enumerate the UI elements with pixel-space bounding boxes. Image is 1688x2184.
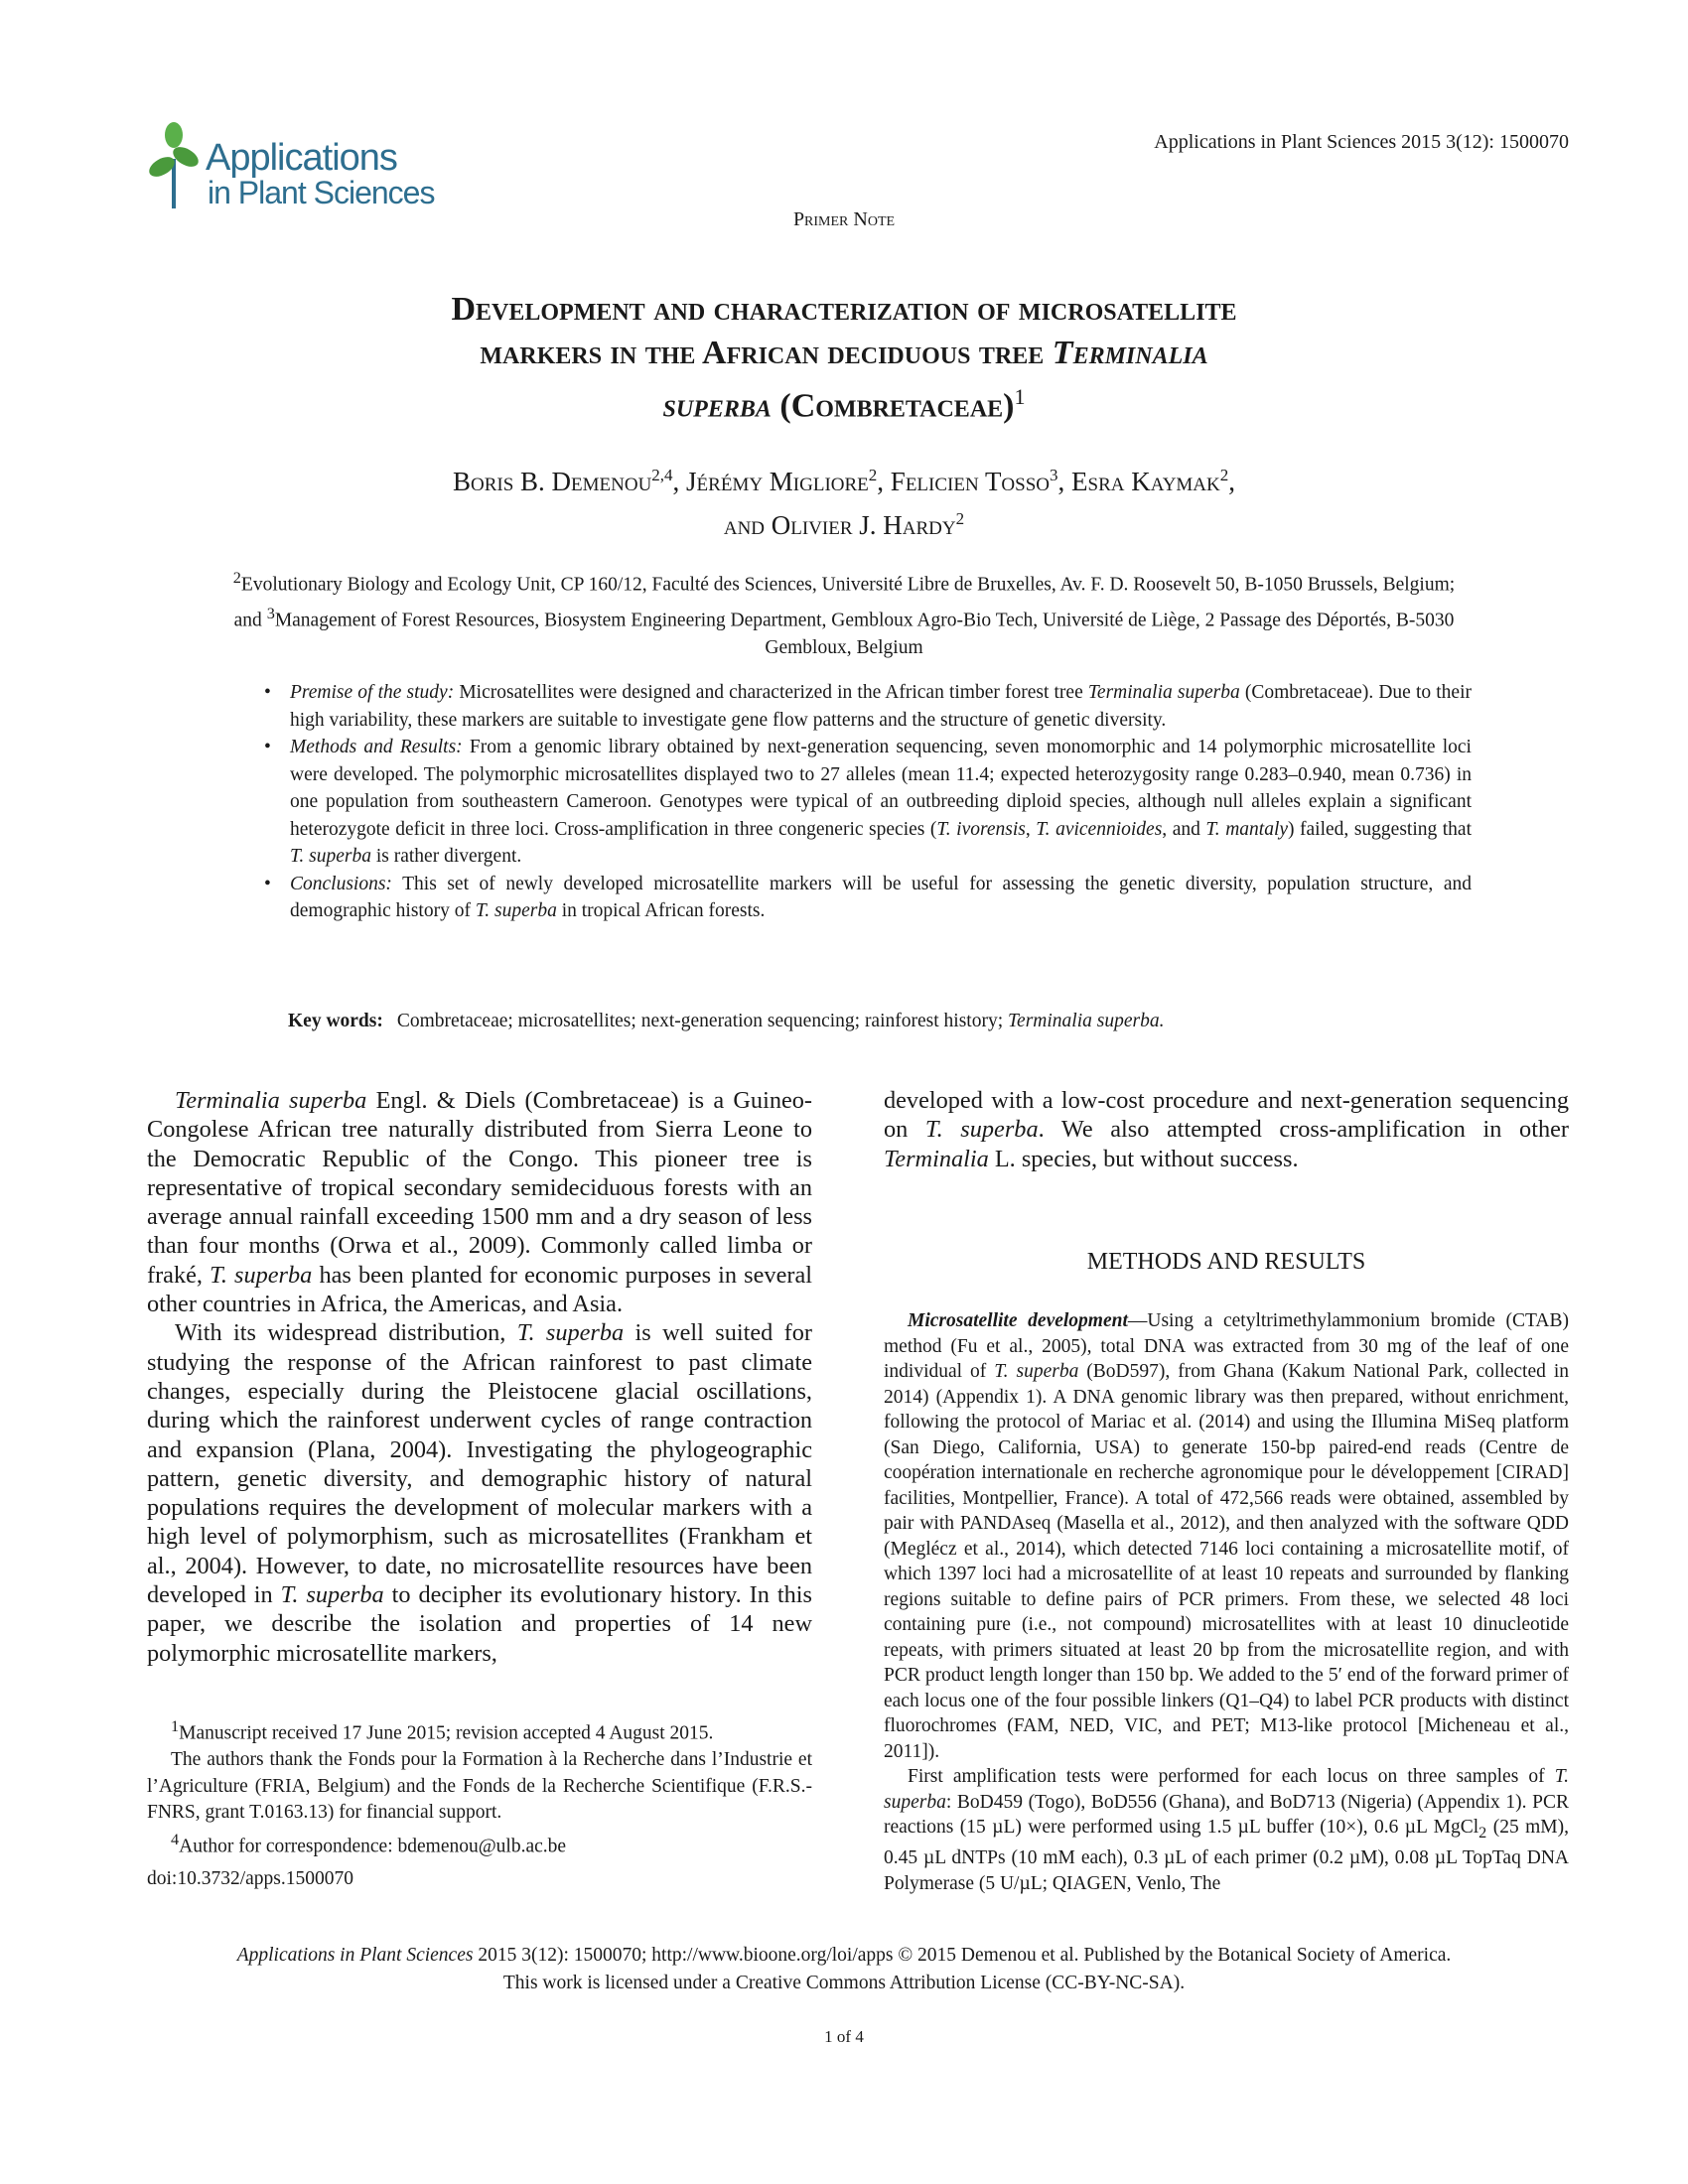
doi: doi:10.3732/apps.1500070: [147, 1868, 353, 1889]
body-paragraph: First amplification tests were performed for each locus on three samples of T. superba: BoD459 (Togo), BoD556 (Ghana), and BoD713 (Nigeria) (Appendix 1). PCR reactions (15 µL) were performed using 1.5 µL buffer (10×), 0.6 µL MgCl$_2$ (25 mM), 0.45 µL dNTPs (10 mM each), 0.3 µL of each primer (0.2 µM), 0.08 µL TopTaq DNA Polymerase (5 U/µL; QIAGEN, Venlo, The: [884, 1766, 1569, 1894]
footer-line-1: Applications in Plant Sciences 2015 3(12): 1500070; http://www.bioone.org/loi/apps © 2015 Demenou et al. Published by the Botanical Society of America.: [236, 1945, 1452, 1966]
body-paragraph: Microsatellite development—Using a cetyltrimethylammonium bromide (CTAB) method (Fu et al., 2005), total DNA was extracted from 30 mg of the leaf of one individual of T. superba (BoD597), from Ghana (Kakum National Park, collected in 2014) (Appendix 1). A DNA genomic library was then prepared, without enrichment, following the protocol of Mariac et al. (2014) and using the Illumina MiSeq platform (San Diego, California, USA) to generate 150-bp paired-end reads (Centre de coopération internationale en recherche agronomique pour le développement [CIRAD] facilities, Montpellier, France). A total of 472,566 reads were obtained, assembled by pair with PANDAseq (Masella et al., 2012), and then analyzed with the software QDD (Meglécz et al., 2014), which detected 7146 loci containing a microsatellite motif, of which 1397 loci had a microsatellite of at least 10 repeats and surrounded by flanking regions suitable to define pairs of PCR primers. From these, we selected 48 loci containing pure (i.e., not compound) microsatellites with at least 10 dinucleotide repeats, with primers situated at least 20 bp from the microsatellite region, and with PCR product length longer than 150 bp. We added to the 5′ end of the forward primer of each locus one of the four possible linkers (Q1–Q4) to label PCR products with distinct fluorochromes (FAM, NED, VIC, and PET; M13-like protocol [Micheneau et al., 2011]).: [884, 1310, 1569, 1762]
article-title: [248, 288, 1440, 428]
abstract-methods: • Methods and Results: From a genomic library obtained by next-generation sequencing, seven monomorphic and 14 polymorphic microsatellite loci were developed. The polymorphic microsatellites displayed two to 27 alleles (mean 11.4; expected heterozygosity range 0.283–0.940, mean 0.736) in one population from southeastern Cameroon. Genotypes were typical of an outbreeding diploid species, although null alleles explain a significant heterozygote deficit in three loci. Cross-amplification in three congeneric species (T. ivorensis, T. avicennioides, and T. mantaly) failed, suggesting that T. superba is rather divergent.: [290, 734, 1472, 871]
footnotes: [147, 1713, 812, 1860]
author-list: [248, 457, 1440, 544]
page-number: 1 of 4: [824, 2027, 864, 2046]
authors-line-2: and Olivier J. Hardy$^2$: [723, 509, 965, 540]
journal-reference: Applications in Plant Sciences 2015 3(12): 1500070: [1154, 131, 1569, 153]
section-heading: METHODS AND RESULTS: [1086, 1249, 1366, 1275]
authors-line-1: Boris B. Demenou$^{2,4}$, Jérémy Migliore$^2$, Felicien Tosso$^3$, Esra Kaymak$^2$,: [452, 466, 1236, 496]
abstract: [260, 679, 1472, 925]
footer-line-2: This work is licensed under a Creative Commons Attribution License (CC-BY-NC-SA).: [502, 1973, 1186, 1993]
logo-text-line1: Applications: [206, 137, 397, 179]
title-line-2: markers in the African deciduous tree Terminalia: [480, 335, 1208, 371]
body-paragraph: Terminalia superba Engl. & Diels (Combretaceae) is a Guineo-Congolese African tree naturally distributed from Sierra Leone to the Democratic Republic of the Congo. This pioneer tree is representative of tropical secondary semideciduous forests with an average annual rainfall exceeding 1500 mm and a dry season of less than four months (Orwa et al., 2009). Commonly called limba or fraké, T. superba has been planted for economic purposes in several other countries in Africa, the Americas, and Asia.: [147, 1087, 812, 1318]
body-left-column: [147, 1086, 812, 1668]
article-type: Primer Note: [792, 208, 896, 230]
affiliations: $^2$Evolutionary Biology and Ecology Unit, CP 160/12, Faculté des Sciences, Université Libre de Bruxelles, Av. F. D. Roosevelt 50, B-1050 Brussels, Belgium; and $^3$Management of Forest Resources, Biosystem Engineering Department, Gembloux Agro-Bio Tech, Université de Liège, 2 Passage des Déportés, B-5030 Gembloux, Belgium: [232, 569, 1456, 658]
abstract-premise: • Premise of the study: Microsatellites were designed and characterized in the African timber forest tree Terminalia superba (Combretaceae). Due to their high variability, these markers are suitable to investigate gene flow patterns and the structure of genetic diversity.: [290, 679, 1472, 734]
footnote-1: $^1$Manuscript received 17 June 2015; revision accepted 4 August 2015.: [171, 1717, 714, 1744]
body-right-column-top: developed with a low-cost procedure and next-generation sequencing on T. superba. We also attempted cross-amplification in other Terminalia L. species, but without success.: [884, 1087, 1569, 1172]
logo-text-line2: in Plant Sciences: [208, 175, 435, 210]
journal-logo: [144, 119, 442, 213]
title-line-3: superba (Combretaceae)$^1$: [662, 384, 1026, 425]
body-paragraph: With its widespread distribution, T. superba is well suited for studying the response of the African rainforest to past climate changes, especially during the Pleistocene glacial oscillations, during which the rainforest underwent cycles of range contraction and expansion (Plana, 2004). Investigating the phylogeographic pattern, genetic diversity, and demographic history of natural populations requires the development of molecular markers with a high level of polymorphism, such as microsatellites (Frankham et al., 2004). However, to date, no microsatellite resources have been developed in T. superba to decipher its evolutionary history. In this paper, we describe the isolation and properties of 14 new polymorphic microsatellite markers,: [147, 1319, 813, 1667]
sprouting-seedling-icon: [144, 119, 204, 213]
footnote-4: $^4$Author for correspondence: bdemenou@ulb.ac.be: [171, 1830, 567, 1856]
keywords-label: Key words:: [288, 1011, 383, 1031]
footnote-acknowledgment: The authors thank the Fonds pour la Formation à la Recherche dans l’Industrie et l’Agriculture (FRIA, Belgium) and the Fonds de la Recherche Scientifique (F.R.S.-FNRS, grant T.0163.13) for financial support.: [147, 1749, 812, 1823]
abstract-conclusions: • Conclusions: This set of newly developed microsatellite markers will be useful for assessing the genetic diversity, population structure, and demographic history of T. superba in tropical African forests.: [290, 871, 1472, 925]
body-right-column: [884, 1308, 1569, 1896]
keywords: Key words: Combretaceae; microsatellites; next-generation sequencing; rainforest history; Terminalia superba.: [288, 1011, 1165, 1031]
page-footer: [99, 1942, 1589, 1997]
title-line-1: Development and characterization of microsatellite: [451, 291, 1237, 328]
